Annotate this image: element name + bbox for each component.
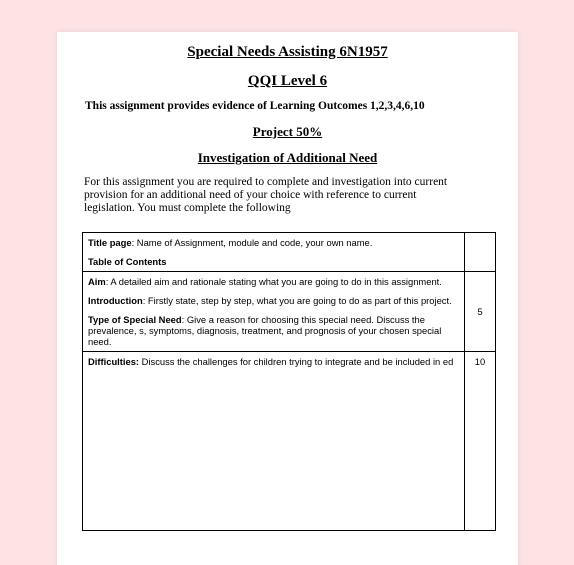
marks-cell: 5 <box>465 272 496 352</box>
module-heading: Special Needs Assisting 6N1957 <box>187 44 388 60</box>
requirement-item <box>88 356 459 367</box>
document-page <box>57 32 518 565</box>
requirement-label: Difficulties: <box>88 356 140 367</box>
intro-paragraph: For this assignment you are required to complete and investigation into current provision for an additional need of your choice with reference to current legislation. You must complete the following <box>84 176 448 214</box>
requirement-item <box>88 237 459 248</box>
requirement-text: : Give a reason for choosing this special need. Discuss the prevalence, s, symptoms, diagnosis, treatment, and prognosis of your chosen special need. <box>88 314 442 347</box>
table-row <box>83 352 496 531</box>
requirement-label: Table of Contents <box>88 256 167 267</box>
requirements-cell <box>83 233 465 272</box>
table-row <box>83 272 496 352</box>
requirement-text: Discuss the challenges for children trying to integrate and be included in ed <box>139 356 454 367</box>
requirement-item <box>88 295 459 306</box>
requirement-label: Introduction <box>88 295 143 306</box>
weighting-heading: Project 50% <box>252 124 323 139</box>
requirement-label: Aim <box>88 276 106 287</box>
requirements-cell <box>83 272 465 352</box>
requirements-table <box>82 232 496 531</box>
level-heading: QQI Level 6 <box>247 73 328 89</box>
requirement-label: Title page <box>88 237 132 248</box>
requirement-item <box>88 276 459 287</box>
requirement-text: : A detailed aim and rationale stating what you are going to do in this assignment. <box>105 276 442 287</box>
requirement-text: : Name of Assignment, module and code, your own name. <box>131 237 373 248</box>
requirement-label: Type of Special Need <box>88 314 182 325</box>
project-title: Investigation of Additional Need <box>197 150 378 165</box>
requirement-item <box>88 256 459 267</box>
requirement-text: : Firstly state, step by step, what you are going to do as part of this project. <box>142 295 452 306</box>
learning-outcomes-text: This assignment provides evidence of Learning Outcomes 1,2,3,4,6,10 <box>85 100 425 112</box>
table-row <box>83 233 496 272</box>
requirements-cell <box>83 352 465 531</box>
requirement-item <box>88 314 459 347</box>
marks-cell <box>465 233 496 272</box>
marks-cell: 10 <box>465 352 496 531</box>
